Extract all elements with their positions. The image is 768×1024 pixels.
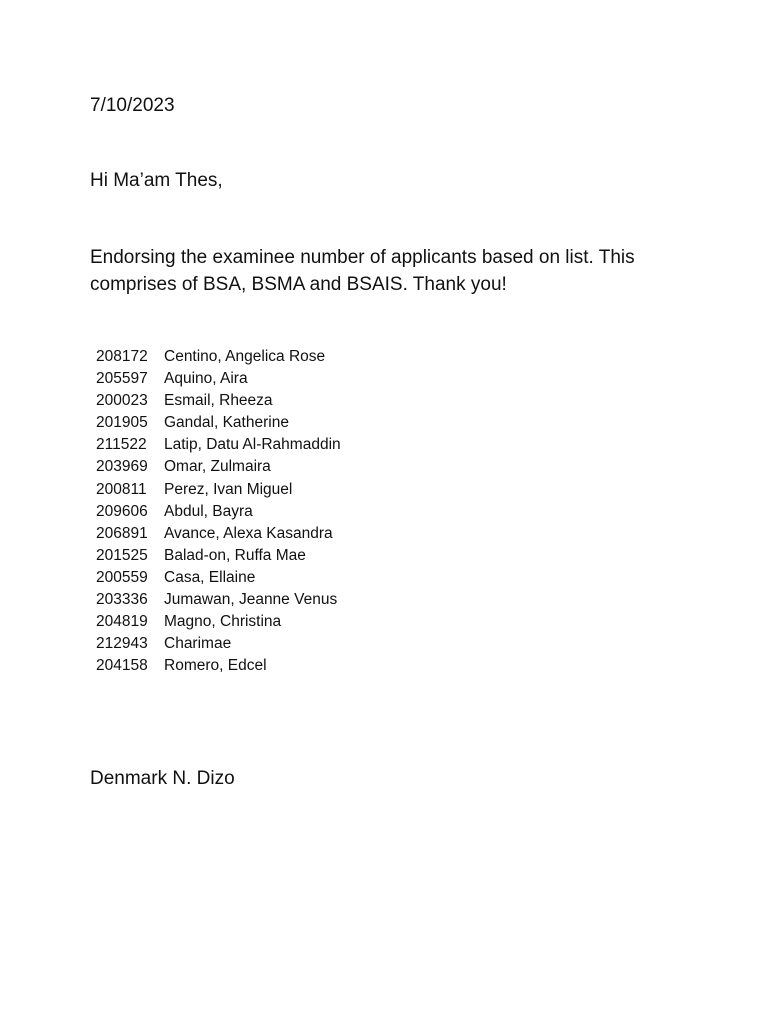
applicant-name: Casa, Ellaine [164,568,256,586]
applicant-row [96,589,496,611]
applicant-name: Perez, Ivan Miguel [164,480,293,498]
applicant-row [96,611,496,633]
applicant-name: Avance, Alexa Kasandra [164,524,333,542]
applicant-name: Romero, Edcel [164,657,267,675]
applicant-row [96,390,496,412]
applicant-name: Magno, Christina [164,613,282,631]
applicant-row [96,523,496,545]
applicant-number: 209606 [96,502,148,520]
applicant-number: 212943 [96,635,148,653]
applicant-row [96,456,496,478]
applicant-number: 211522 [96,436,147,454]
applicant-row [96,412,496,434]
applicant-name: Jumawan, Jeanne Venus [164,591,338,609]
applicant-name: Balad-on, Ruffa Mae [164,546,306,564]
applicant-row [96,346,496,368]
applicant-row [96,501,496,523]
applicant-number: 203969 [96,458,148,476]
applicant-name: Abdul, Bayra [164,502,253,520]
applicant-row [96,479,496,501]
applicant-row [96,567,496,589]
applicant-row [96,434,496,456]
letter-greeting: Hi Ma’am Thes, [90,170,223,191]
applicant-number: 201905 [96,414,148,432]
applicant-row [96,655,496,677]
letter-body: Endorsing the examinee number of applicants based on list. This comprises of BSA, BSMA and BSAIS. Thank you! [90,247,635,295]
applicant-row [96,545,496,567]
applicant-number: 208172 [96,348,148,365]
applicant-name: Omar, Zulmaira [164,458,271,476]
applicant-number: 204819 [96,613,148,631]
applicant-name: Latip, Datu Al-Rahmaddin [164,436,341,454]
applicant-number: 204158 [96,657,148,675]
applicant-name: Centino, Angelica Rose [164,348,326,365]
applicant-name: Esmail, Rheeza [164,392,273,410]
applicant-number: 200811 [96,480,147,498]
applicant-number: 205597 [96,370,148,388]
applicant-number: 206891 [96,524,148,542]
applicant-number: 201525 [96,546,148,564]
applicant-name: Aquino, Aira [164,370,248,388]
applicant-number: 200023 [96,392,148,410]
applicant-number: 203336 [96,591,148,609]
letter-date: 7/10/2023 [90,95,175,116]
signature-name: Denmark N. Dizo [90,768,235,789]
applicant-name: Charimae [164,635,232,653]
applicant-name: Gandal, Katherine [164,414,289,432]
applicant-row [96,633,496,655]
applicant-list [96,346,496,677]
applicant-row [96,368,496,390]
applicant-number: 200559 [96,568,148,586]
